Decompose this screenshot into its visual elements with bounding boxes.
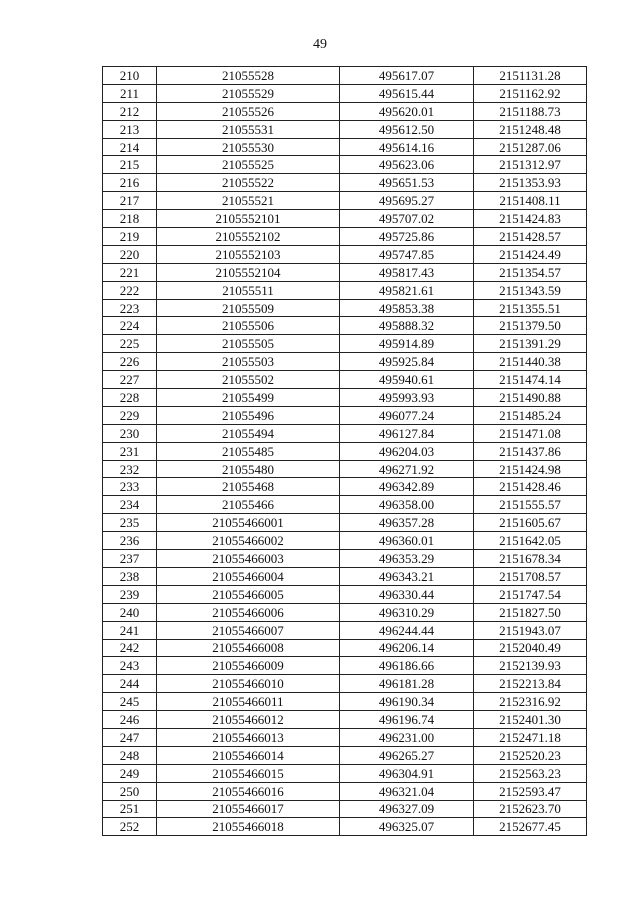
y-coordinate-cell: 2151379.50 bbox=[474, 317, 587, 335]
point-id-cell: 2105552104 bbox=[157, 263, 340, 281]
point-id-cell: 21055466004 bbox=[157, 567, 340, 585]
y-coordinate-cell: 2151424.83 bbox=[474, 210, 587, 228]
table-row bbox=[103, 818, 587, 836]
x-coordinate-cell: 495817.43 bbox=[340, 263, 474, 281]
table-row bbox=[103, 550, 587, 568]
x-coordinate-cell: 496304.91 bbox=[340, 764, 474, 782]
point-number-cell: 249 bbox=[103, 764, 157, 782]
y-coordinate-cell: 2151343.59 bbox=[474, 281, 587, 299]
point-number-cell: 229 bbox=[103, 406, 157, 424]
table-row bbox=[103, 228, 587, 246]
page-number: 49 bbox=[313, 37, 327, 52]
y-coordinate-cell: 2152401.30 bbox=[474, 711, 587, 729]
table-row bbox=[103, 764, 587, 782]
x-coordinate-cell: 496343.21 bbox=[340, 567, 474, 585]
point-number-cell: 242 bbox=[103, 639, 157, 657]
table-row bbox=[103, 442, 587, 460]
x-coordinate-cell: 496204.03 bbox=[340, 442, 474, 460]
y-coordinate-cell: 2151678.34 bbox=[474, 550, 587, 568]
point-id-cell: 21055468 bbox=[157, 478, 340, 496]
x-coordinate-cell: 496231.00 bbox=[340, 728, 474, 746]
y-coordinate-cell: 2152623.70 bbox=[474, 800, 587, 818]
x-coordinate-cell: 496327.09 bbox=[340, 800, 474, 818]
table-row bbox=[103, 639, 587, 657]
point-number-cell: 222 bbox=[103, 281, 157, 299]
table-row bbox=[103, 371, 587, 389]
x-coordinate-cell: 496127.84 bbox=[340, 424, 474, 442]
x-coordinate-cell: 495888.32 bbox=[340, 317, 474, 335]
point-id-cell: 2105552101 bbox=[157, 210, 340, 228]
table-row bbox=[103, 174, 587, 192]
point-id-cell: 21055509 bbox=[157, 299, 340, 317]
x-coordinate-cell: 495614.16 bbox=[340, 138, 474, 156]
table-row bbox=[103, 532, 587, 550]
y-coordinate-cell: 2151312.97 bbox=[474, 156, 587, 174]
y-coordinate-cell: 2151188.73 bbox=[474, 102, 587, 120]
point-number-cell: 235 bbox=[103, 514, 157, 532]
point-number-cell: 233 bbox=[103, 478, 157, 496]
y-coordinate-cell: 2151428.46 bbox=[474, 478, 587, 496]
point-id-cell: 21055466003 bbox=[157, 550, 340, 568]
y-coordinate-cell: 2151440.38 bbox=[474, 353, 587, 371]
point-id-cell: 21055466014 bbox=[157, 746, 340, 764]
y-coordinate-cell: 2151424.98 bbox=[474, 460, 587, 478]
point-number-cell: 212 bbox=[103, 102, 157, 120]
point-number-cell: 226 bbox=[103, 353, 157, 371]
x-coordinate-cell: 496357.28 bbox=[340, 514, 474, 532]
point-number-cell: 211 bbox=[103, 84, 157, 102]
x-coordinate-cell: 496353.29 bbox=[340, 550, 474, 568]
y-coordinate-cell: 2152563.23 bbox=[474, 764, 587, 782]
point-id-cell: 21055525 bbox=[157, 156, 340, 174]
point-id-cell: 21055526 bbox=[157, 102, 340, 120]
point-id-cell: 21055494 bbox=[157, 424, 340, 442]
coordinates-table-body bbox=[103, 67, 587, 836]
table-row bbox=[103, 728, 587, 746]
x-coordinate-cell: 495940.61 bbox=[340, 371, 474, 389]
point-number-cell: 219 bbox=[103, 228, 157, 246]
table-row bbox=[103, 603, 587, 621]
point-number-cell: 244 bbox=[103, 675, 157, 693]
point-number-cell: 231 bbox=[103, 442, 157, 460]
point-id-cell: 21055466010 bbox=[157, 675, 340, 693]
x-coordinate-cell: 496360.01 bbox=[340, 532, 474, 550]
point-id-cell: 21055466016 bbox=[157, 782, 340, 800]
y-coordinate-cell: 2151555.57 bbox=[474, 496, 587, 514]
point-number-cell: 237 bbox=[103, 550, 157, 568]
x-coordinate-cell: 495993.93 bbox=[340, 389, 474, 407]
point-id-cell: 21055466006 bbox=[157, 603, 340, 621]
point-id-cell: 21055466015 bbox=[157, 764, 340, 782]
point-number-cell: 241 bbox=[103, 621, 157, 639]
point-number-cell: 234 bbox=[103, 496, 157, 514]
y-coordinate-cell: 2152040.49 bbox=[474, 639, 587, 657]
point-id-cell: 21055522 bbox=[157, 174, 340, 192]
y-coordinate-cell: 2151485.24 bbox=[474, 406, 587, 424]
point-id-cell: 21055466009 bbox=[157, 657, 340, 675]
y-coordinate-cell: 2151471.08 bbox=[474, 424, 587, 442]
point-number-cell: 248 bbox=[103, 746, 157, 764]
point-number-cell: 217 bbox=[103, 192, 157, 210]
x-coordinate-cell: 496186.66 bbox=[340, 657, 474, 675]
y-coordinate-cell: 2151391.29 bbox=[474, 335, 587, 353]
table-row bbox=[103, 138, 587, 156]
y-coordinate-cell: 2151408.11 bbox=[474, 192, 587, 210]
table-row bbox=[103, 424, 587, 442]
point-id-cell: 2105552103 bbox=[157, 245, 340, 263]
point-id-cell: 21055530 bbox=[157, 138, 340, 156]
point-number-cell: 240 bbox=[103, 603, 157, 621]
point-id-cell: 21055480 bbox=[157, 460, 340, 478]
x-coordinate-cell: 496358.00 bbox=[340, 496, 474, 514]
point-number-cell: 245 bbox=[103, 693, 157, 711]
point-id-cell: 21055466018 bbox=[157, 818, 340, 836]
point-number-cell: 247 bbox=[103, 728, 157, 746]
point-id-cell: 21055466012 bbox=[157, 711, 340, 729]
table-row bbox=[103, 675, 587, 693]
x-coordinate-cell: 496325.07 bbox=[340, 818, 474, 836]
x-coordinate-cell: 495925.84 bbox=[340, 353, 474, 371]
x-coordinate-cell: 495695.27 bbox=[340, 192, 474, 210]
point-id-cell: 21055466013 bbox=[157, 728, 340, 746]
table-row bbox=[103, 711, 587, 729]
y-coordinate-cell: 2151162.92 bbox=[474, 84, 587, 102]
point-id-cell: 21055528 bbox=[157, 67, 340, 85]
coordinates-table bbox=[102, 66, 587, 836]
y-coordinate-cell: 2151943.07 bbox=[474, 621, 587, 639]
y-coordinate-cell: 2151355.51 bbox=[474, 299, 587, 317]
table-row bbox=[103, 281, 587, 299]
y-coordinate-cell: 2151437.86 bbox=[474, 442, 587, 460]
point-number-cell: 252 bbox=[103, 818, 157, 836]
y-coordinate-cell: 2151642.05 bbox=[474, 532, 587, 550]
x-coordinate-cell: 496206.14 bbox=[340, 639, 474, 657]
point-id-cell: 21055466 bbox=[157, 496, 340, 514]
y-coordinate-cell: 2151424.49 bbox=[474, 245, 587, 263]
x-coordinate-cell: 495853.38 bbox=[340, 299, 474, 317]
point-id-cell: 21055466007 bbox=[157, 621, 340, 639]
table-row bbox=[103, 245, 587, 263]
x-coordinate-cell: 496271.92 bbox=[340, 460, 474, 478]
point-number-cell: 216 bbox=[103, 174, 157, 192]
point-id-cell: 21055502 bbox=[157, 371, 340, 389]
y-coordinate-cell: 2151827.50 bbox=[474, 603, 587, 621]
point-id-cell: 21055511 bbox=[157, 281, 340, 299]
y-coordinate-cell: 2151353.93 bbox=[474, 174, 587, 192]
x-coordinate-cell: 496321.04 bbox=[340, 782, 474, 800]
point-id-cell: 21055529 bbox=[157, 84, 340, 102]
point-number-cell: 225 bbox=[103, 335, 157, 353]
point-number-cell: 243 bbox=[103, 657, 157, 675]
point-number-cell: 221 bbox=[103, 263, 157, 281]
point-number-cell: 214 bbox=[103, 138, 157, 156]
table-row bbox=[103, 406, 587, 424]
x-coordinate-cell: 495747.85 bbox=[340, 245, 474, 263]
point-number-cell: 213 bbox=[103, 120, 157, 138]
table-row bbox=[103, 120, 587, 138]
table-row bbox=[103, 389, 587, 407]
point-id-cell: 21055466011 bbox=[157, 693, 340, 711]
y-coordinate-cell: 2151605.67 bbox=[474, 514, 587, 532]
table-row bbox=[103, 156, 587, 174]
table-row bbox=[103, 210, 587, 228]
x-coordinate-cell: 496196.74 bbox=[340, 711, 474, 729]
point-id-cell: 21055466008 bbox=[157, 639, 340, 657]
point-number-cell: 223 bbox=[103, 299, 157, 317]
y-coordinate-cell: 2151287.06 bbox=[474, 138, 587, 156]
x-coordinate-cell: 495623.06 bbox=[340, 156, 474, 174]
y-coordinate-cell: 2151428.57 bbox=[474, 228, 587, 246]
point-number-cell: 224 bbox=[103, 317, 157, 335]
y-coordinate-cell: 2151354.57 bbox=[474, 263, 587, 281]
point-id-cell: 21055531 bbox=[157, 120, 340, 138]
x-coordinate-cell: 495914.89 bbox=[340, 335, 474, 353]
table-row bbox=[103, 317, 587, 335]
table-row bbox=[103, 335, 587, 353]
y-coordinate-cell: 2151747.54 bbox=[474, 585, 587, 603]
table-row bbox=[103, 478, 587, 496]
x-coordinate-cell: 496077.24 bbox=[340, 406, 474, 424]
y-coordinate-cell: 2152520.23 bbox=[474, 746, 587, 764]
point-id-cell: 21055496 bbox=[157, 406, 340, 424]
table-row bbox=[103, 567, 587, 585]
point-number-cell: 230 bbox=[103, 424, 157, 442]
point-number-cell: 218 bbox=[103, 210, 157, 228]
table-row bbox=[103, 746, 587, 764]
point-number-cell: 236 bbox=[103, 532, 157, 550]
point-number-cell: 210 bbox=[103, 67, 157, 85]
x-coordinate-cell: 495725.86 bbox=[340, 228, 474, 246]
table-row bbox=[103, 693, 587, 711]
y-coordinate-cell: 2151490.88 bbox=[474, 389, 587, 407]
table-row bbox=[103, 782, 587, 800]
point-number-cell: 228 bbox=[103, 389, 157, 407]
table-row bbox=[103, 514, 587, 532]
table-row bbox=[103, 192, 587, 210]
table-row bbox=[103, 299, 587, 317]
table-row bbox=[103, 496, 587, 514]
table-row bbox=[103, 460, 587, 478]
point-number-cell: 239 bbox=[103, 585, 157, 603]
x-coordinate-cell: 495707.02 bbox=[340, 210, 474, 228]
point-number-cell: 238 bbox=[103, 567, 157, 585]
y-coordinate-cell: 2151248.48 bbox=[474, 120, 587, 138]
point-number-cell: 227 bbox=[103, 371, 157, 389]
table-row bbox=[103, 621, 587, 639]
x-coordinate-cell: 496244.44 bbox=[340, 621, 474, 639]
point-id-cell: 21055499 bbox=[157, 389, 340, 407]
y-coordinate-cell: 2151708.57 bbox=[474, 567, 587, 585]
x-coordinate-cell: 495821.61 bbox=[340, 281, 474, 299]
x-coordinate-cell: 496190.34 bbox=[340, 693, 474, 711]
point-number-cell: 246 bbox=[103, 711, 157, 729]
y-coordinate-cell: 2152139.93 bbox=[474, 657, 587, 675]
y-coordinate-cell: 2152593.47 bbox=[474, 782, 587, 800]
point-id-cell: 21055466017 bbox=[157, 800, 340, 818]
x-coordinate-cell: 495615.44 bbox=[340, 84, 474, 102]
y-coordinate-cell: 2152213.84 bbox=[474, 675, 587, 693]
table-row bbox=[103, 102, 587, 120]
y-coordinate-cell: 2152677.45 bbox=[474, 818, 587, 836]
point-number-cell: 220 bbox=[103, 245, 157, 263]
x-coordinate-cell: 496342.89 bbox=[340, 478, 474, 496]
x-coordinate-cell: 496181.28 bbox=[340, 675, 474, 693]
point-id-cell: 21055485 bbox=[157, 442, 340, 460]
point-id-cell: 21055505 bbox=[157, 335, 340, 353]
point-number-cell: 232 bbox=[103, 460, 157, 478]
x-coordinate-cell: 495612.50 bbox=[340, 120, 474, 138]
point-id-cell: 21055466001 bbox=[157, 514, 340, 532]
point-number-cell: 251 bbox=[103, 800, 157, 818]
point-number-cell: 250 bbox=[103, 782, 157, 800]
x-coordinate-cell: 496265.27 bbox=[340, 746, 474, 764]
x-coordinate-cell: 495620.01 bbox=[340, 102, 474, 120]
y-coordinate-cell: 2151131.28 bbox=[474, 67, 587, 85]
point-id-cell: 21055503 bbox=[157, 353, 340, 371]
table-row bbox=[103, 353, 587, 371]
table-row bbox=[103, 657, 587, 675]
point-id-cell: 2105552102 bbox=[157, 228, 340, 246]
point-number-cell: 215 bbox=[103, 156, 157, 174]
point-id-cell: 21055466005 bbox=[157, 585, 340, 603]
table-row bbox=[103, 800, 587, 818]
y-coordinate-cell: 2152471.18 bbox=[474, 728, 587, 746]
x-coordinate-cell: 496330.44 bbox=[340, 585, 474, 603]
table-row bbox=[103, 84, 587, 102]
y-coordinate-cell: 2152316.92 bbox=[474, 693, 587, 711]
table-row bbox=[103, 67, 587, 85]
table-row bbox=[103, 263, 587, 281]
y-coordinate-cell: 2151474.14 bbox=[474, 371, 587, 389]
table-row bbox=[103, 585, 587, 603]
point-id-cell: 21055521 bbox=[157, 192, 340, 210]
x-coordinate-cell: 495651.53 bbox=[340, 174, 474, 192]
point-id-cell: 21055506 bbox=[157, 317, 340, 335]
point-id-cell: 21055466002 bbox=[157, 532, 340, 550]
x-coordinate-cell: 496310.29 bbox=[340, 603, 474, 621]
x-coordinate-cell: 495617.07 bbox=[340, 67, 474, 85]
